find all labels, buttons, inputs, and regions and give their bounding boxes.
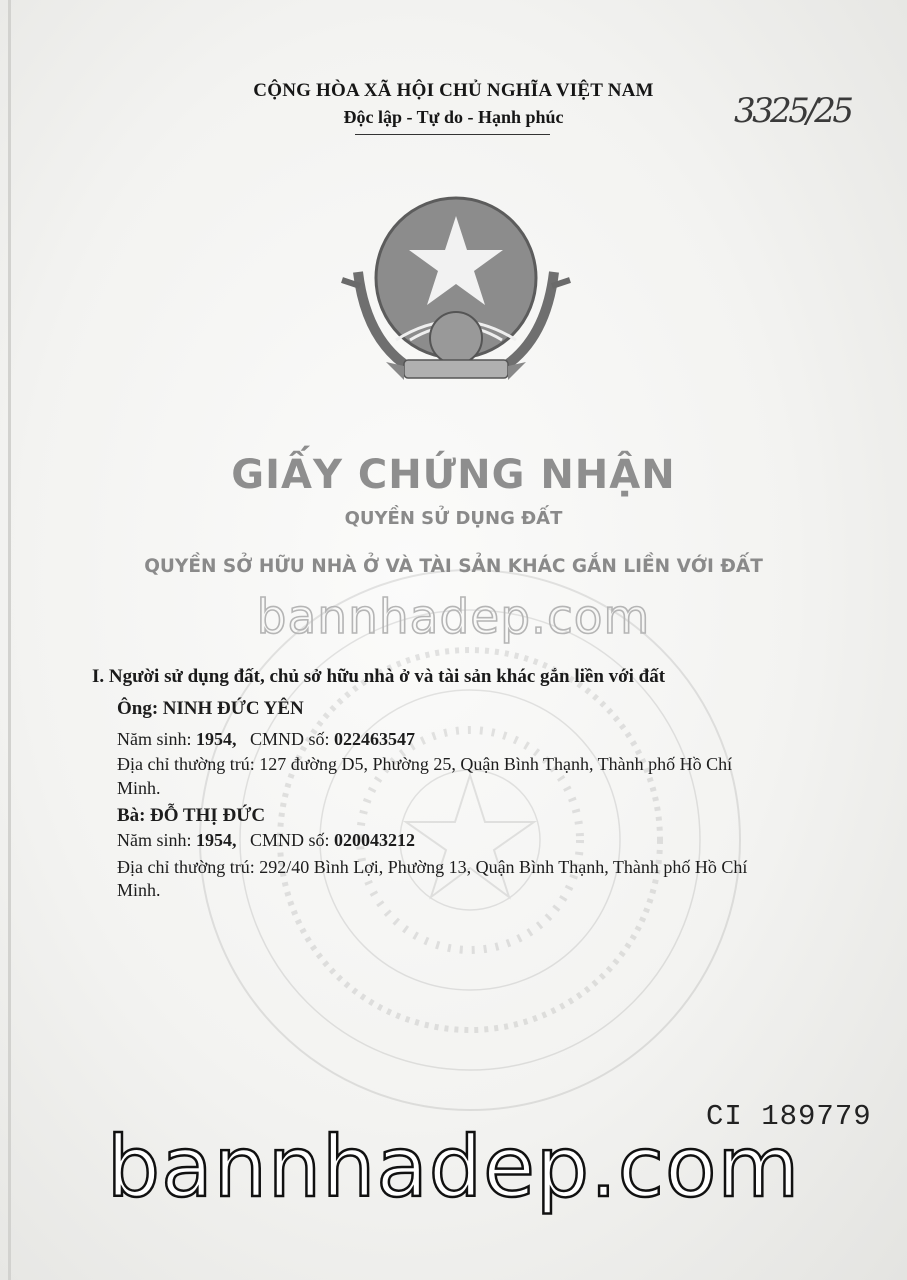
section-heading: I. Người sử dụng đất, chủ sở hữu nhà ở và tài sản khác gắn liền với đất	[92, 666, 666, 687]
owner-2-birth-year: 1954,	[196, 830, 237, 850]
certificate-subtitle-land-use: QUYỀN SỬ DỤNG ĐẤT	[344, 508, 563, 529]
owner-1-birth-year: 1954,	[196, 729, 237, 749]
owner-1-id-row	[117, 729, 415, 750]
owner-1-name-row	[117, 698, 304, 720]
handwritten-number-icon	[728, 80, 878, 175]
owner-1-address-label: Địa chỉ thường trú:	[117, 754, 255, 774]
owner-1-prefix: Ông:	[117, 698, 159, 719]
owner-2-id-number: 020043212	[334, 830, 416, 850]
motto-underline	[355, 134, 550, 135]
watermark-top: bannhadep.com	[256, 590, 651, 645]
handwritten-note	[728, 80, 878, 175]
certificate-subtitle-ownership: QUYỀN SỞ HỮU NHÀ Ở VÀ TÀI SẢN KHÁC GẮN LIỀN VỚI ĐẤT	[144, 556, 763, 577]
owner-2-prefix: Bà:	[117, 805, 146, 826]
owner-2-name: ĐỖ THỊ ĐỨC	[150, 805, 266, 826]
owner-1-address: 127 đường D5, Phường 25, Quận Bình Thạnh, Thành phố Hồ Chí	[259, 754, 733, 774]
serial-number: CI 189779	[706, 1100, 872, 1133]
owner-2-name-row	[117, 805, 265, 827]
owner-1-name: NINH ĐỨC YÊN	[162, 698, 304, 719]
owner-1-address-cont: Minh.	[117, 778, 161, 798]
svg-text:3325/25: 3325/25	[734, 91, 854, 131]
owner-1-id-label: CMND số:	[250, 729, 330, 749]
watermark-bottom: bannhadep.com	[106, 1118, 801, 1216]
certificate-title: GIẤY CHỨNG NHẬN	[231, 452, 676, 498]
owner-2-address: 292/40 Bình Lợi, Phường 13, Quận Bình Thạnh, Thành phố Hồ Chí	[259, 857, 748, 877]
owner-2-address-cont: Minh.	[117, 880, 161, 900]
owner-2-id-row	[117, 830, 415, 851]
motto: Độc lập - Tự do - Hạnh phúc	[343, 107, 564, 127]
owner-2-id-label: CMND số:	[250, 830, 330, 850]
owner-2-birth-label: Năm sinh:	[117, 830, 192, 850]
national-emblem-icon	[338, 190, 574, 400]
owner-2-address-row	[117, 857, 747, 878]
owner-2-address-label: Địa chỉ thường trú:	[117, 857, 255, 877]
owner-1-birth-label: Năm sinh:	[117, 729, 192, 749]
owner-1-address-row	[117, 754, 732, 775]
owner-1-id-number: 022463547	[334, 729, 416, 749]
nation-heading: CỘNG HÒA XÃ HỘI CHỦ NGHĨA VIỆT NAM	[253, 80, 654, 101]
